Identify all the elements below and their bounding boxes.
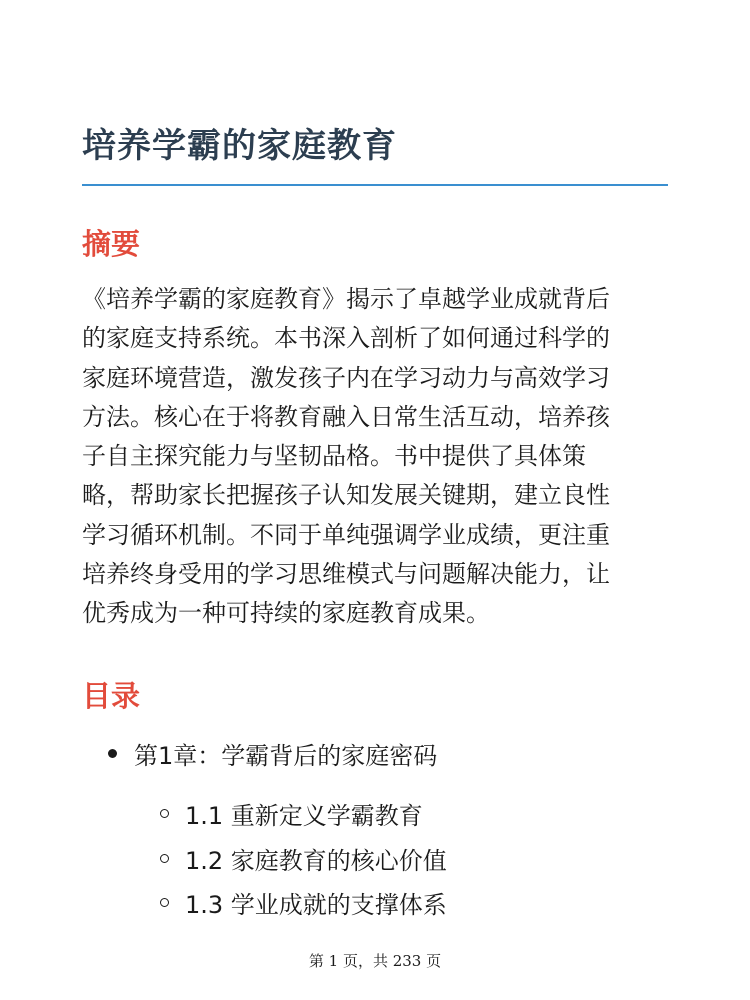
title-divider [82,184,668,186]
toc-chapter-label: 第1章：学霸背后的家庭密码 [134,742,438,770]
abstract-line: 《培养学霸的家庭教育》揭示了卓越学业成就背后 [82,285,610,313]
toc-section-label: 1.2 家庭教育的核心价值 [185,847,447,875]
abstract-line: 的家庭支持系统。本书深入剖析了如何通过科学的 [82,324,610,353]
abstract-line: 略，帮助家长把握孩子认知发展关键期，建立良性 [82,481,610,510]
abstract-line: 家庭环境营造，激发孩子内在学习动力与高效学习 [82,363,610,392]
toc-section-label: 1.1 重新定义学霸教育 [185,802,423,830]
bullet-circle-icon [160,854,169,863]
toc-section-item[interactable] [160,796,423,831]
abstract-line: 学习循环机制。不同于单纯强调学业成绩，更注重 [82,520,610,549]
abstract-paragraph [82,280,672,634]
toc-section-item[interactable] [160,841,447,876]
toc-section-label: 1.3 学业成就的支撑体系 [185,891,447,919]
toc-chapter-item[interactable] [108,736,437,771]
abstract-heading: 摘要 [82,227,141,261]
bullet-circle-icon [160,898,169,907]
document-title: 培养学霸的家庭教育 [82,126,397,166]
abstract-line: 优秀成为一种可持续的家庭教育成果。 [82,599,490,628]
abstract-line: 子自主探究能力与坚韧品格。书中提供了具体策 [82,442,586,471]
bullet-circle-icon [160,809,169,818]
toc-heading: 目录 [82,679,141,713]
abstract-line: 方法。核心在于将教育融入日常生活互动，培养孩 [82,402,610,431]
page-footer: 第 1 页，共 233 页 [308,952,442,970]
toc-section-item[interactable] [160,885,447,920]
abstract-line: 培养终身受用的学习思维模式与问题解决能力，让 [82,560,610,589]
bullet-disc-icon [108,749,117,758]
